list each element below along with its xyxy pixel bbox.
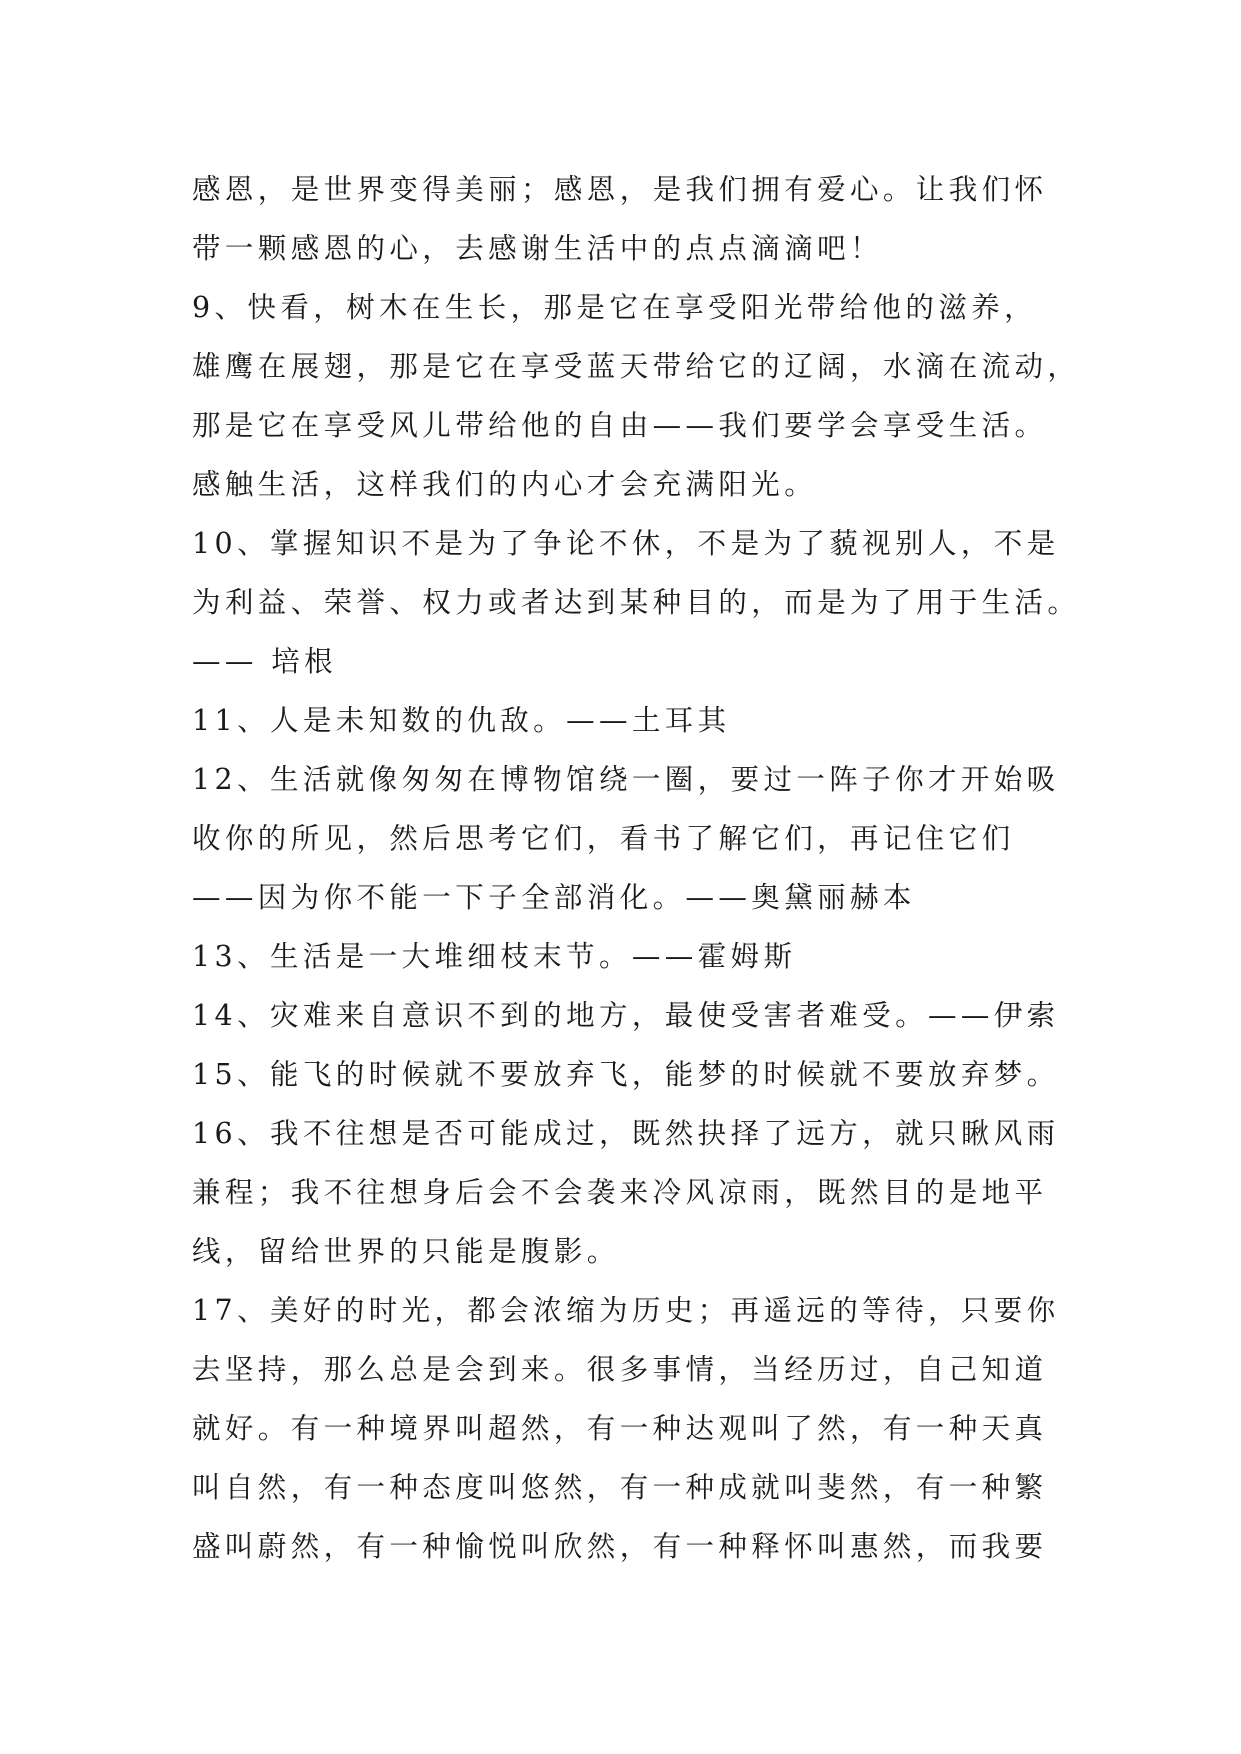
text-line: 兼程；我不往想身后会不会袭来冷风凉雨，既然目的是地平 xyxy=(192,1176,1048,1209)
body-text xyxy=(192,160,1081,1576)
text-line: 收你的所见，然后思考它们，看书了解它们，再记住它们 xyxy=(192,822,1015,855)
text-line: 雄鹰在展翅，那是它在享受蓝天带给它的辽阔，水滴在流动， xyxy=(192,350,1081,383)
text-line: 9、快看，树木在生长，那是它在享受阳光带给他的滋养， xyxy=(192,291,1038,324)
text-line: 16、我不往想是否可能成过，既然抉择了远方，就只瞅风雨 xyxy=(192,1117,1060,1150)
text-line: 那是它在享受风儿带给他的自由——我们要学会享受生活。 xyxy=(192,409,1048,442)
text-line: 去坚持，那么总是会到来。很多事情，当经历过，自己知道 xyxy=(192,1353,1048,1386)
text-line: 感触生活，这样我们的内心才会充满阳光。 xyxy=(192,468,818,501)
text-line: 感恩，是世界变得美丽；感恩，是我们拥有爱心。让我们怀 xyxy=(192,173,1048,206)
text-line: 盛叫蔚然，有一种愉悦叫欣然，有一种释怀叫惠然，而我要 xyxy=(192,1530,1048,1563)
text-line: 12、生活就像匆匆在博物馆绕一圈，要过一阵子你才开始吸 xyxy=(192,763,1060,796)
text-line: 就好。有一种境界叫超然，有一种达观叫了然，有一种天真 xyxy=(192,1412,1048,1445)
text-line: 14、灾难来自意识不到的地方，最使受害者难受。——伊索 xyxy=(192,999,1060,1032)
text-line: 13、生活是一大堆细枝末节。——霍姆斯 xyxy=(192,940,797,973)
text-line: 线，留给世界的只能是腹影。 xyxy=(192,1235,620,1268)
text-line: 15、能飞的时候就不要放弃飞，能梦的时候就不要放弃梦。 xyxy=(192,1058,1060,1091)
text-line: 17、美好的时光，都会浓缩为历史；再遥远的等待，只要你 xyxy=(192,1294,1060,1327)
text-line: 10、掌握知识不是为了争论不休，不是为了藐视别人，不是 xyxy=(192,527,1060,560)
text-line: 11、人是未知数的仇敌。——土耳其 xyxy=(192,704,731,737)
text-line: 为利益、荣誉、权力或者达到某种目的，而是为了用于生活。 xyxy=(192,586,1081,619)
text-line: —— 培根 xyxy=(192,645,338,678)
text-line: 带一颗感恩的心，去感谢生活中的点点滴滴吧！ xyxy=(192,232,883,265)
text-line: 叫自然，有一种态度叫悠然，有一种成就叫斐然，有一种繁 xyxy=(192,1471,1048,1504)
text-line: ——因为你不能一下子全部消化。——奥黛丽赫本 xyxy=(192,881,916,914)
